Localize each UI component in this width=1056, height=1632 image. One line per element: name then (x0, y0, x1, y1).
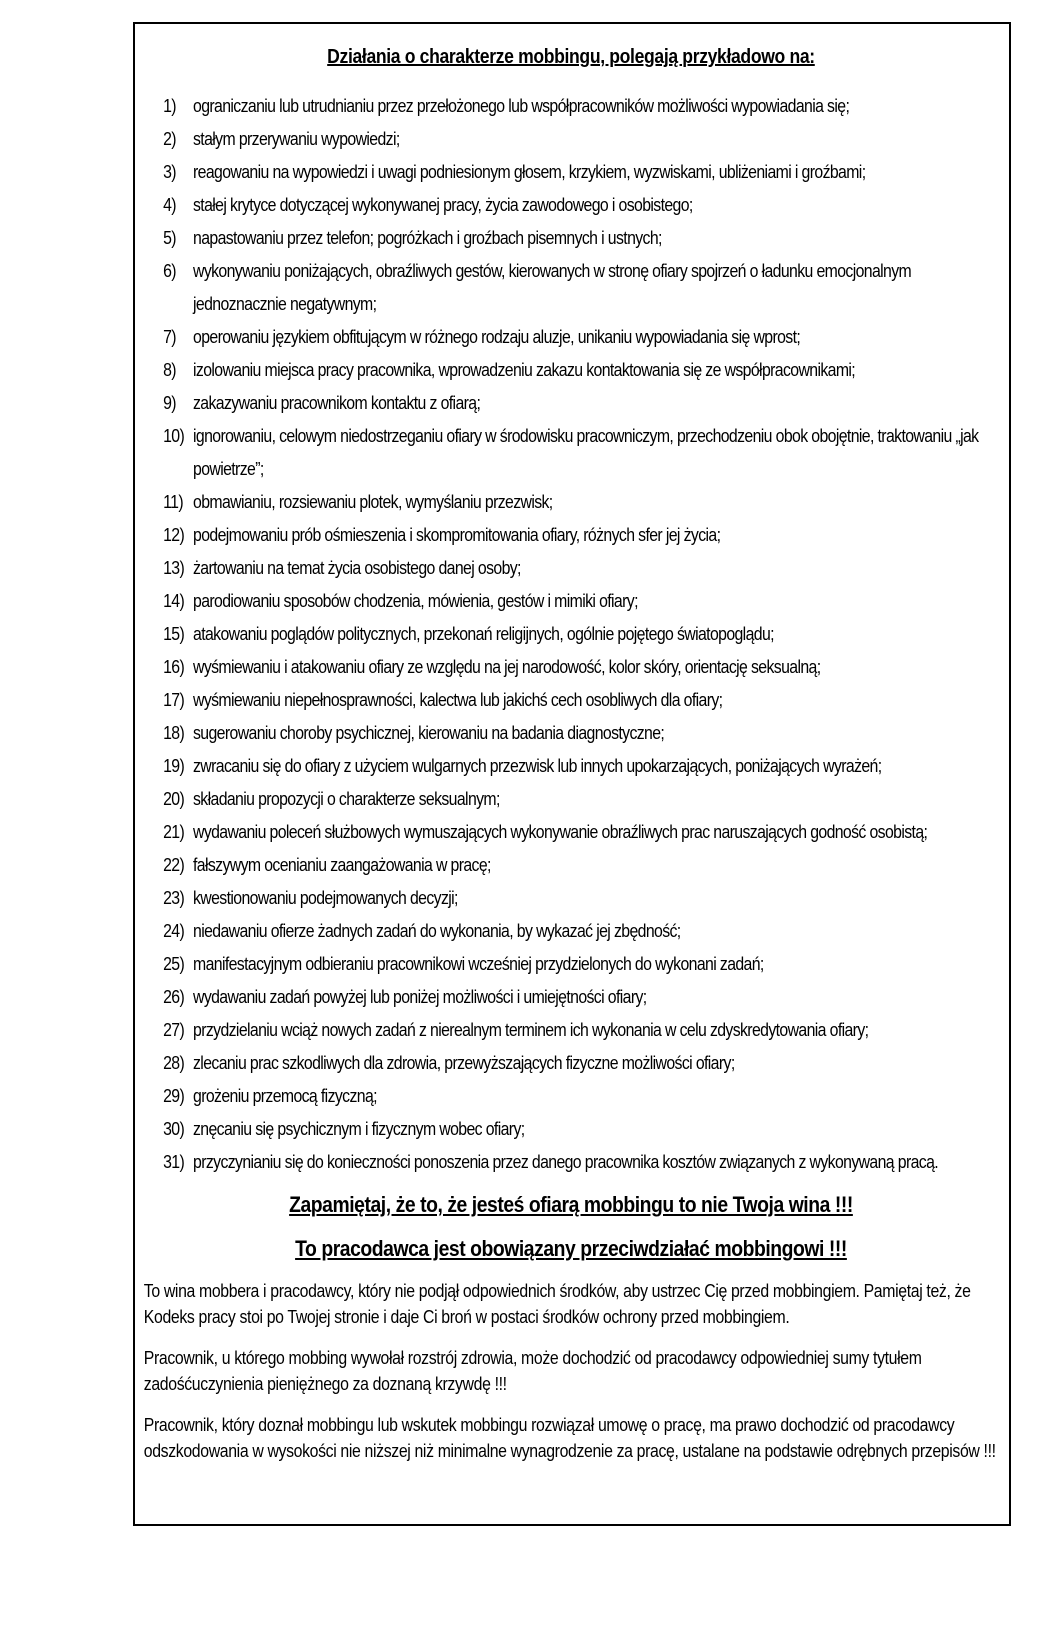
list-item (144, 1014, 998, 1047)
list-item (144, 882, 998, 915)
list-item-number: 26) (163, 987, 185, 1007)
list-item-text: stałej krytyce dotyczącej wykonywanej pracy, życia zawodowego i osobistego; (193, 195, 693, 215)
list-item-number: 30) (163, 1119, 185, 1139)
list-item-text: kwestionowaniu podejmowanych decyzji; (193, 888, 458, 908)
emphasis-not-your-fault: Zapamiętaj, że to, że jesteś ofiarą mobbingu to nie Twoja wina !!! (289, 1192, 853, 1217)
list-item-text: fałszywym ocenianiu zaangażowania w pracę; (193, 855, 491, 875)
list-item (144, 816, 998, 849)
list-item-number: 23) (163, 888, 185, 908)
list-item-number: 28) (163, 1053, 185, 1073)
list-item-number: 19) (163, 756, 185, 776)
list-item (144, 915, 998, 948)
list-item-text: manifestacyjnym odbieraniu pracownikowi wcześniej przydzielonych do wykonani zadań; (193, 954, 764, 974)
list-item-text: wydawaniu poleceń służbowych wymuszających wykonywanie obraźliwych prac naruszających godność osobistą; (193, 822, 928, 842)
list-item-number: 3) (163, 162, 176, 182)
list-item-number: 20) (163, 789, 185, 809)
list-item-text: podejmowaniu prób ośmieszenia i skompromitowania ofiary, różnych sfer jej życia; (193, 525, 721, 545)
list-item (144, 420, 998, 486)
list-item-number: 4) (163, 195, 176, 215)
list-item-number: 2) (163, 129, 176, 149)
list-item-number: 22) (163, 855, 185, 875)
list-item-text: niedawaniu ofierze żadnych zadań do wykonania, by wykazać jej zbędność; (193, 921, 681, 941)
list-item-number: 15) (163, 624, 185, 644)
list-item (144, 519, 998, 552)
list-item (144, 684, 998, 717)
list-item-number: 31) (163, 1152, 185, 1172)
list-item-number: 11) (163, 492, 183, 512)
list-item-number: 24) (163, 921, 185, 941)
list-item-number: 21) (163, 822, 185, 842)
list-item-text: operowaniu językiem obfitującym w różnego rodzaju aluzje, unikaniu wypowiadania się wprost; (193, 327, 801, 347)
list-item-text: stałym przerywaniu wypowiedzi; (193, 129, 400, 149)
list-item-text: przydzielaniu wciąż nowych zadań z nierealnym terminem ich wykonania w celu zdyskredytowania ofiary; (193, 1020, 869, 1040)
list-item-number: 29) (163, 1086, 185, 1106)
list-item (144, 486, 998, 519)
list-item-number: 6) (163, 261, 176, 281)
list-item (144, 189, 998, 222)
list-item-text: ignorowaniu, celowym niedostrzeganiu ofiary w środowisku pracowniczym, przechodzeniu obok obojętnie, traktowaniu „jak powietrze”; (193, 426, 979, 479)
list-item (144, 948, 998, 981)
list-item (144, 156, 998, 189)
list-item-text: przyczynianiu się do konieczności ponoszenia przez danego pracownika kosztów związanych z wykonywaną pracą. (193, 1152, 939, 1172)
list-item-number: 17) (163, 690, 185, 710)
list-item (144, 321, 998, 354)
list-item (144, 1113, 998, 1146)
list-item-number: 8) (163, 360, 176, 380)
list-item-text: znęcaniu się psychicznym i fizycznym wobec ofiary; (193, 1119, 525, 1139)
list-item (144, 783, 998, 816)
list-item-text: składaniu propozycji o charakterze seksualnym; (193, 789, 500, 809)
list-item-number: 10) (163, 426, 185, 446)
list-item-number: 7) (163, 327, 176, 347)
list-item (144, 1047, 998, 1080)
list-item (144, 90, 998, 123)
list-item-text: reagowaniu na wypowiedzi i uwagi podniesionym głosem, krzykiem, wyzwiskami, ubliżeniami i groźbami; (193, 162, 866, 182)
list-item (144, 1080, 998, 1113)
list-item (144, 618, 998, 651)
list-item-text: sugerowaniu choroby psychicznej, kierowaniu na badania diagnostyczne; (193, 723, 665, 743)
list-item (144, 387, 998, 420)
list-item (144, 981, 998, 1014)
list-item (144, 222, 998, 255)
list-item (144, 651, 998, 684)
list-item (144, 585, 998, 618)
list-item-text: wyśmiewaniu niepełnosprawności, kalectwa lub jakichś cech osobliwych dla ofiary; (193, 690, 723, 710)
list-item-text: atakowaniu poglądów politycznych, przekonań religijnych, ogólnie pojętego światopoglądu; (193, 624, 774, 644)
list-item (144, 255, 998, 321)
list-item-number: 12) (163, 525, 185, 545)
list-item-text: parodiowaniu sposobów chodzenia, mówienia, gestów i mimiki ofiary; (193, 591, 638, 611)
list-item-number: 25) (163, 954, 185, 974)
list-item (144, 717, 998, 750)
list-item-text: napastowaniu przez telefon; pogróżkach i groźbach pisemnych i ustnych; (193, 228, 662, 248)
list-item (144, 354, 998, 387)
list-item-text: wyśmiewaniu i atakowaniu ofiary ze względu na jej narodowość, kolor skóry, orientację seksualną; (193, 657, 821, 677)
emphasis-employer-obligation: To pracodawca jest obowiązany przeciwdziałać mobbingowi !!! (295, 1236, 847, 1261)
list-item-text: żartowaniu na temat życia osobistego danej osoby; (193, 558, 521, 578)
paragraph-contract-compensation: Pracownik, który doznał mobbingu lub wskutek mobbingu rozwiązał umowę o pracę, ma prawo dochodzić od pracodawcy odszkodowania w wysokości nie niższej niż minimalne wynagrodzenie za pracę, ustalane na podstawie odrębnych przepisów !!! (143, 1415, 996, 1461)
list-item-number: 18) (163, 723, 185, 743)
document-title: Działania o charakterze mobbingu, polegają przykładowo na: (327, 46, 815, 68)
list-item-text: zlecaniu prac szkodliwych dla zdrowia, przewyższających fizyczne możliwości ofiary; (193, 1053, 735, 1073)
list-item-text: izolowaniu miejsca pracy pracownika, wprowadzeniu zakazu kontaktowania się ze współpracownikami; (193, 360, 856, 380)
list-item (144, 750, 998, 783)
paragraph-employer-blame: To wina mobbera i pracodawcy, który nie podjął odpowiednich środków, aby ustrzec Cię przed mobbingiem. Pamiętaj też, że Kodeks pracy stoi po Twojej stronie i daje Ci broń w postaci środków ochrony przed mobbingiem. (143, 1281, 971, 1327)
list-item-text: grożeniu przemocą fizyczną; (193, 1086, 377, 1106)
list-item-number: 27) (163, 1020, 185, 1040)
list-item (144, 123, 998, 156)
list-item (144, 1146, 998, 1179)
mobbing-list (144, 90, 998, 1179)
list-item-number: 1) (163, 96, 176, 116)
list-item (144, 552, 998, 585)
list-item-number: 9) (163, 393, 176, 413)
list-item-text: zwracaniu się do ofiary z użyciem wulgarnych przezwisk lub innych upokarzających, poniżających wyrażeń; (193, 756, 882, 776)
list-item-text: zakazywaniu pracownikom kontaktu z ofiarą; (193, 393, 481, 413)
list-item-text: obmawianiu, rozsiewaniu plotek, wymyślaniu przezwisk; (193, 492, 553, 512)
list-item-number: 13) (163, 558, 185, 578)
document-content (135, 24, 1007, 1464)
list-item-number: 14) (163, 591, 185, 611)
list-item-number: 5) (163, 228, 176, 248)
paragraph-health-compensation: Pracownik, u którego mobbing wywołał rozstrój zdrowia, może dochodzić od pracodawcy odpowiedniej sumy tytułem zadośćuczynienia pieniężnego za doznaną krzywdę !!! (143, 1348, 922, 1394)
list-item-number: 16) (163, 657, 185, 677)
list-item (144, 849, 998, 882)
document-border-frame (133, 22, 1011, 1526)
list-item-text: ograniczaniu lub utrudnianiu przez przełożonego lub współpracowników możliwości wypowiadania się; (193, 96, 850, 116)
list-item-text: wykonywaniu poniżających, obraźliwych gestów, kierowanych w stronę ofiary spojrzeń o ładunku emocjonalnym jednoznacznie negatywnym; (193, 261, 912, 314)
list-item-text: wydawaniu zadań powyżej lub poniżej możliwości i umiejętności ofiary; (193, 987, 647, 1007)
